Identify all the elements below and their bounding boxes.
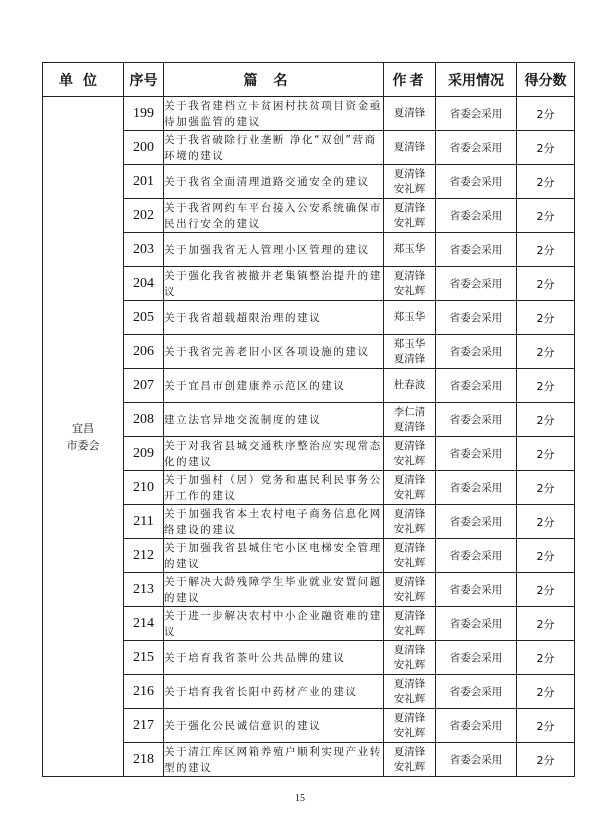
unit-cell: 宜昌 市委会 (43, 97, 124, 777)
title-cell: 关于进一步解决农村中小企业融资难的建议 (164, 607, 384, 641)
title-cell: 关于我省完善老旧小区各项设施的建议 (164, 335, 384, 369)
author-cell: 郑玉华 (384, 301, 436, 335)
score-cell: 2分 (517, 607, 575, 641)
table-row (43, 97, 575, 131)
score-cell: 2分 (517, 369, 575, 403)
author-cell: 夏清锋 安礼辉 (384, 165, 436, 199)
header-author: 作者 (384, 63, 436, 97)
title-cell: 关于强化公民诚信意识的建议 (164, 709, 384, 743)
page-number: 15 (295, 793, 305, 804)
seq-cell: 209 (124, 437, 164, 471)
usage-cell: 省委会采用 (436, 675, 517, 709)
author-cell: 夏清锋 安礼辉 (384, 267, 436, 301)
usage-cell: 省委会采用 (436, 131, 517, 165)
score-cell: 2分 (517, 641, 575, 675)
title-cell: 关于我省全面清理道路交通安全的建议 (164, 165, 384, 199)
seq-cell: 208 (124, 403, 164, 437)
header-unit: 单位 (43, 63, 124, 97)
seq-cell: 203 (124, 233, 164, 267)
seq-cell: 205 (124, 301, 164, 335)
author-cell: 夏清锋 (384, 97, 436, 131)
title-cell: 关于强化我省被撤并老集镇整治提升的建议 (164, 267, 384, 301)
usage-cell: 省委会采用 (436, 709, 517, 743)
title-cell: 关于清江库区网箱养殖户顺利实现产业转型的建议 (164, 743, 384, 777)
header-score: 得分数 (517, 63, 575, 97)
title-cell: 关于宜昌市创建康养示范区的建议 (164, 369, 384, 403)
title-cell: 关于我省建档立卡贫困村扶贫项目资金亟待加强监管的建议 (164, 97, 384, 131)
header-title: 篇名 (164, 63, 384, 97)
title-cell: 关于我省超载超限治理的建议 (164, 301, 384, 335)
author-cell: 夏清锋 安礼辉 (384, 505, 436, 539)
usage-cell: 省委会采用 (436, 369, 517, 403)
usage-cell: 省委会采用 (436, 471, 517, 505)
usage-cell: 省委会采用 (436, 539, 517, 573)
score-cell: 2分 (517, 165, 575, 199)
author-cell: 夏清锋 安礼辉 (384, 539, 436, 573)
author-cell: 夏清锋 安礼辉 (384, 437, 436, 471)
records-table (42, 62, 575, 777)
title-cell: 建立法官异地交流制度的建议 (164, 403, 384, 437)
score-cell: 2分 (517, 743, 575, 777)
header-seq: 序号 (124, 63, 164, 97)
usage-cell: 省委会采用 (436, 437, 517, 471)
title-cell: 关于加强我省本土农村电子商务信息化网络建设的建议 (164, 505, 384, 539)
author-cell: 郑玉华 (384, 233, 436, 267)
title-cell: 关于我省破除行业垄断 净化“双创”营商环境的建议 (164, 131, 384, 165)
author-cell: 李仁清 夏清锋 (384, 403, 436, 437)
seq-cell: 214 (124, 607, 164, 641)
usage-cell: 省委会采用 (436, 97, 517, 131)
seq-cell: 210 (124, 471, 164, 505)
usage-cell: 省委会采用 (436, 743, 517, 777)
score-cell: 2分 (517, 267, 575, 301)
seq-cell: 204 (124, 267, 164, 301)
title-cell: 关于加强我省县城住宅小区电梯安全管理的建议 (164, 539, 384, 573)
title-cell: 关于培育我省茶叶公共品牌的建议 (164, 641, 384, 675)
header-row (43, 63, 575, 97)
title-cell: 关于培育我省长阳中药材产业的建议 (164, 675, 384, 709)
score-cell: 2分 (517, 573, 575, 607)
seq-cell: 218 (124, 743, 164, 777)
usage-cell: 省委会采用 (436, 505, 517, 539)
score-cell: 2分 (517, 675, 575, 709)
title-cell: 关于加强村（居）党务和惠民利民事务公开工作的建议 (164, 471, 384, 505)
seq-cell: 215 (124, 641, 164, 675)
usage-cell: 省委会采用 (436, 403, 517, 437)
author-cell: 夏清锋 安礼辉 (384, 573, 436, 607)
author-cell: 夏清锋 安礼辉 (384, 709, 436, 743)
title-cell: 关于对我省县城交通秩序整治应实现常态化的建议 (164, 437, 384, 471)
author-cell: 夏清锋 安礼辉 (384, 471, 436, 505)
seq-cell: 217 (124, 709, 164, 743)
title-cell: 关于加强我省无人管理小区管理的建议 (164, 233, 384, 267)
score-cell: 2分 (517, 471, 575, 505)
author-cell: 夏清锋 安礼辉 (384, 743, 436, 777)
seq-cell: 202 (124, 199, 164, 233)
usage-cell: 省委会采用 (436, 335, 517, 369)
score-cell: 2分 (517, 97, 575, 131)
author-cell: 夏清锋 (384, 131, 436, 165)
score-cell: 2分 (517, 131, 575, 165)
author-cell: 杜春波 (384, 369, 436, 403)
table-body (43, 97, 575, 777)
score-cell: 2分 (517, 539, 575, 573)
score-cell: 2分 (517, 301, 575, 335)
usage-cell: 省委会采用 (436, 573, 517, 607)
score-cell: 2分 (517, 199, 575, 233)
seq-cell: 199 (124, 97, 164, 131)
author-cell: 夏清锋 安礼辉 (384, 641, 436, 675)
title-cell: 关于我省网约车平台接入公安系统确保市民出行安全的建议 (164, 199, 384, 233)
score-cell: 2分 (517, 437, 575, 471)
seq-cell: 201 (124, 165, 164, 199)
usage-cell: 省委会采用 (436, 607, 517, 641)
title-cell: 关于解决大龄残障学生毕业就业安置问题的建议 (164, 573, 384, 607)
seq-cell: 206 (124, 335, 164, 369)
author-cell: 夏清锋 安礼辉 (384, 199, 436, 233)
score-cell: 2分 (517, 403, 575, 437)
score-cell: 2分 (517, 335, 575, 369)
score-cell: 2分 (517, 709, 575, 743)
seq-cell: 212 (124, 539, 164, 573)
author-cell: 夏清锋 安礼辉 (384, 607, 436, 641)
usage-cell: 省委会采用 (436, 199, 517, 233)
usage-cell: 省委会采用 (436, 165, 517, 199)
seq-cell: 213 (124, 573, 164, 607)
seq-cell: 200 (124, 131, 164, 165)
usage-cell: 省委会采用 (436, 641, 517, 675)
seq-cell: 207 (124, 369, 164, 403)
usage-cell: 省委会采用 (436, 233, 517, 267)
usage-cell: 省委会采用 (436, 301, 517, 335)
score-cell: 2分 (517, 505, 575, 539)
author-cell: 郑玉华 夏清锋 (384, 335, 436, 369)
seq-cell: 211 (124, 505, 164, 539)
usage-cell: 省委会采用 (436, 267, 517, 301)
author-cell: 夏清锋 安礼辉 (384, 675, 436, 709)
seq-cell: 216 (124, 675, 164, 709)
header-usage: 采用情况 (436, 63, 517, 97)
score-cell: 2分 (517, 233, 575, 267)
